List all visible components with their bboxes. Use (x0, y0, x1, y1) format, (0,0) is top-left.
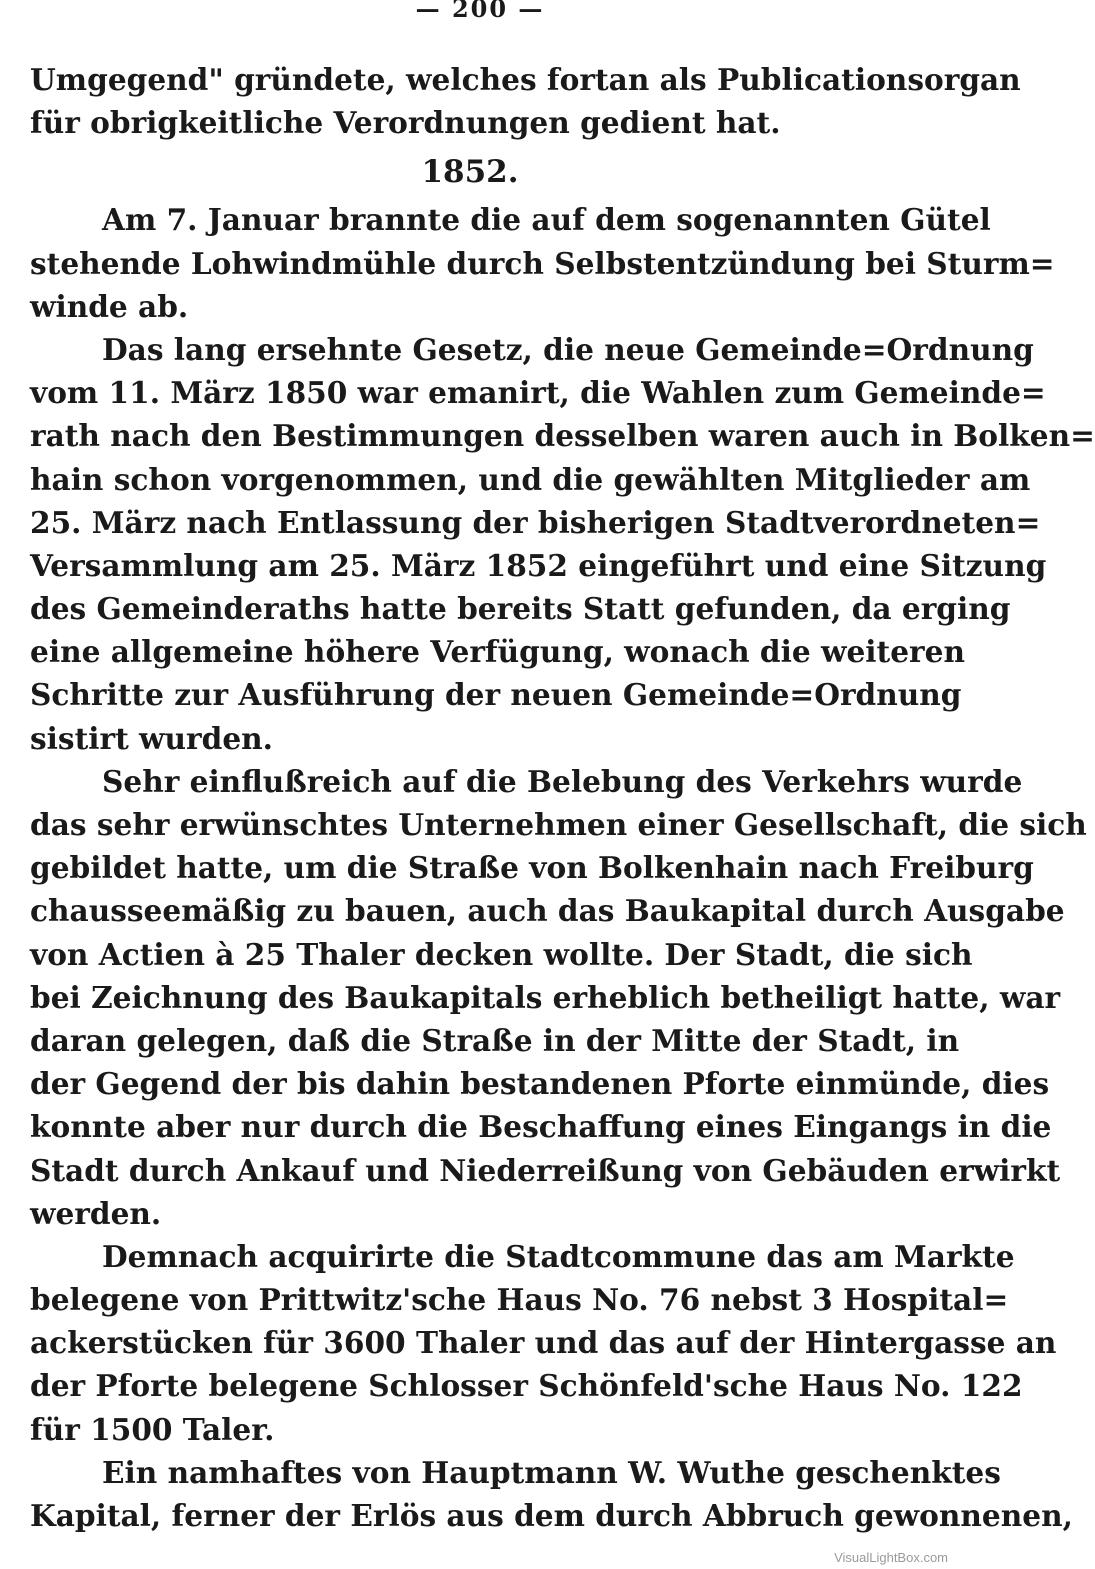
paragraph-p4 (30, 1235, 1057, 1451)
text-line: der Pforte belegene Schlosser Schönfeld'sche Haus No. 122 (30, 1368, 1023, 1404)
text-line: daran gelegen, daß die Straße in der Mitte der Stadt, in (30, 1022, 960, 1058)
text-line: der Gegend der bis dahin bestandenen Pforte einmünde, dies (30, 1066, 1050, 1102)
paragraph-p2 (30, 328, 1095, 760)
paragraph-p1 (30, 198, 1055, 328)
text-line: Schritte zur Ausführung der neuen Gemeinde=Ordnung (30, 677, 962, 713)
text-line: ackerstücken für 3600 Thaler und das auf der Hintergasse an (30, 1325, 1057, 1361)
text-line: des Gemeinderaths hatte bereits Statt gefunden, da erging (30, 591, 1011, 627)
text-line: Kapital, ferner der Erlös aus dem durch Abbruch gewonnenen, (30, 1498, 1073, 1533)
text-line: Ein namhaftes von Hauptmann W. Wuthe geschenktes (102, 1454, 1001, 1490)
text-line: für obrigkeitliche Verordnungen gedient hat. (30, 105, 781, 141)
text-line: rath nach den Bestimmungen desselben waren auch in Bolken= (30, 418, 1095, 454)
text-line: werden. (30, 1195, 162, 1231)
text-line: bei Zeichnung des Baukapitals erheblich betheiligt hatte, war (30, 979, 1061, 1015)
text-line: Stadt durch Ankauf und Niederreißung von Gebäuden erwirkt (30, 1152, 1061, 1188)
text-line: Demnach acquirirte die Stadtcommune das am Markte (102, 1238, 1015, 1274)
text-line: Das lang ersehnte Gesetz, die neue Gemeinde=Ordnung (102, 331, 1034, 367)
text-line: Umgegend" gründete, welches fortan als Publicationsorgan (30, 62, 1021, 97)
year-heading: 1852. (421, 154, 519, 191)
text-line: Sehr einflußreich auf die Belebung des Verkehrs wurde (102, 763, 1023, 799)
text-line: für 1500 Taler. (30, 1411, 275, 1447)
text-line: vom 11. März 1850 war emanirt, die Wahlen zum Gemeinde= (30, 375, 1046, 411)
text-line: das sehr erwünschtes Unternehmen einer Gesellschaft, die sich (30, 807, 1087, 842)
text-line: sistirt wurden. (30, 720, 273, 756)
paragraph-intro (30, 58, 1021, 144)
paragraph-p3 (30, 760, 1087, 1235)
text-line: hain schon vorgenommen, und die gewählten Mitglieder am (30, 461, 1031, 497)
text-line: Am 7. Januar brannte die auf dem sogenannten Gütel (102, 202, 991, 238)
text-line: stehende Lohwindmühle durch Selbstentzündung bei Sturm= (30, 245, 1055, 281)
text-line: gebildet hatte, um die Straße von Bolkenhain nach Freiburg (30, 850, 1034, 886)
text-line: von Actien à 25 Thaler decken wollte. Der Stadt, die sich (30, 936, 973, 972)
text-line: chausseemäßig zu bauen, auch das Baukapital durch Ausgabe (30, 893, 1065, 929)
text-line: Versammlung am 25. März 1852 eingeführt und eine Sitzung (30, 547, 1047, 583)
page-number: — 200 — (415, 0, 545, 23)
text-line: belegene von Prittwitz'sche Haus No. 76 nebst 3 Hospital= (30, 1282, 1009, 1318)
text-line: 25. März nach Entlassung der bisherigen Stadtverordneten= (30, 504, 1041, 540)
watermark: VisualLightBox.com (834, 1550, 948, 1565)
text-line: konnte aber nur durch die Beschaffung eines Eingangs in die (30, 1109, 1052, 1145)
text-line: winde ab. (30, 288, 189, 324)
page-body (30, 58, 1095, 1537)
paragraph-p5 (30, 1451, 1073, 1537)
text-line: eine allgemeine höhere Verfügung, wonach die weiteren (30, 634, 965, 670)
